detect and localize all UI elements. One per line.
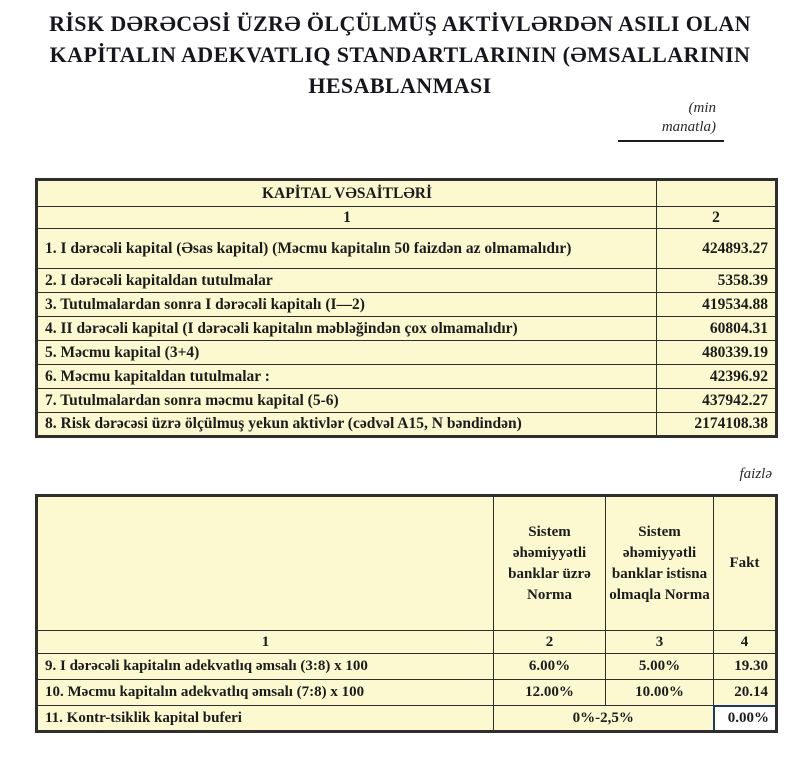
colnum-cell: 2: [657, 207, 777, 229]
row-label-cell: 8. Risk dərəcəsi üzrə ölçülmuş yekun aktivlər (cədvəl A15, N bəndindən): [37, 413, 657, 437]
row-value-cell: 437942.27: [657, 389, 777, 413]
row-label-cell: 11. Kontr-tsiklik kapital buferi: [37, 706, 494, 732]
unit-note-min-manatla: [618, 99, 724, 142]
adequacy-table-empty-header-cell: [37, 496, 494, 631]
adequacy-table-colnum-row: [37, 631, 777, 654]
row-label-cell: 6. Məcmu kapitaldan tutulmalar :: [37, 365, 657, 389]
fakt-cell: 20.14: [714, 680, 777, 706]
colnum-cell: 2: [494, 631, 606, 654]
page-title-line-1: RİSK DƏRƏCƏSİ ÜZRƏ ÖLÇÜLMÜŞ AKTİVLƏRDƏN ASILI OLAN: [49, 11, 751, 36]
colnum-cell: 1: [37, 207, 657, 229]
capital-table-empty-header-cell: [657, 180, 777, 207]
row-value-cell: 419534.88: [657, 293, 777, 317]
capital-table-title-cell: KAPİTAL VƏSAİTLƏRİ: [37, 180, 657, 207]
colnum-cell: 3: [606, 631, 714, 654]
unit-note-line-1: (min: [688, 100, 716, 116]
col-header-norma-sib: Sistem əhəmiyyətli banklar üzrə Norma: [494, 496, 606, 631]
adequacy-table-header-row: [37, 496, 777, 631]
unit-note-faizle: faizlə: [739, 466, 772, 482]
fakt-cell: 19.30: [714, 654, 777, 680]
unit-note-line-2: manatla): [661, 119, 716, 135]
row-label-cell: 3. Tutulmalardan sonra I dərəcəli kapitalı (I—2): [37, 293, 657, 317]
norma-sib-cell: 12.00%: [494, 680, 606, 706]
colnum-cell: 1: [37, 631, 494, 654]
row-label-cell: 1. I dərəcəli kapital (Əsas kapital) (Məcmu kapitalın 50 faizdən az olmamalıdır): [37, 229, 657, 269]
table-row: [37, 229, 777, 269]
capital-table-header-row: [37, 180, 777, 207]
capital-funds-table: [35, 178, 778, 438]
table-row: [37, 654, 777, 680]
row-value-cell: 424893.27: [657, 229, 777, 269]
row-label-cell: 5. Məcmu kapital (3+4): [37, 341, 657, 365]
page-title-line-2: KAPİTALIN ADEKVATLIQ STANDARTLARININ (ƏMSALLARININ: [49, 42, 751, 67]
norma-sib-cell: 6.00%: [494, 654, 606, 680]
adequacy-ratios-table: [35, 494, 778, 733]
row-value-cell: 42396.92: [657, 365, 777, 389]
row-label-cell: 10. Məcmu kapitalın adekvatlıq əmsalı (7:8) x 100: [37, 680, 494, 706]
page-title: [10, 8, 790, 101]
col-header-norma-other: Sistem əhəmiyyətli banklar istisna olmaqla Norma: [606, 496, 714, 631]
row-label-cell: 2. I dərəcəli kapitaldan tutulmalar: [37, 269, 657, 293]
row-value-cell: 480339.19: [657, 341, 777, 365]
table-row: [37, 317, 777, 341]
capital-table-colnum-row: [37, 207, 777, 229]
table-row: [37, 269, 777, 293]
col-header-fakt: Fakt: [714, 496, 777, 631]
table-row: [37, 706, 777, 732]
table-row: [37, 413, 777, 437]
table-row: [37, 680, 777, 706]
norma-other-cell: 5.00%: [606, 654, 714, 680]
row-value-cell: 60804.31: [657, 317, 777, 341]
table-row: [37, 365, 777, 389]
norma-other-cell: 10.00%: [606, 680, 714, 706]
norma-range-cell: 0%-2,5%: [494, 706, 714, 732]
row-label-cell: 4. II dərəcəli kapital (I dərəcəli kapitalın məbləğindən çox olmamalıdır): [37, 317, 657, 341]
row-value-cell: 2174108.38: [657, 413, 777, 437]
row-label-cell: 7. Tutulmalardan sonra məcmu kapital (5-6): [37, 389, 657, 413]
table-row: [37, 341, 777, 365]
colnum-cell: 4: [714, 631, 777, 654]
row-value-cell: 5358.39: [657, 269, 777, 293]
table-row: [37, 293, 777, 317]
fakt-highlight-cell: 0.00%: [714, 706, 777, 732]
page-title-line-3: HESABLANMASI: [308, 73, 492, 98]
row-label-cell: 9. I dərəcəli kapitalın adekvatlıq əmsalı (3:8) x 100: [37, 654, 494, 680]
table-row: [37, 389, 777, 413]
